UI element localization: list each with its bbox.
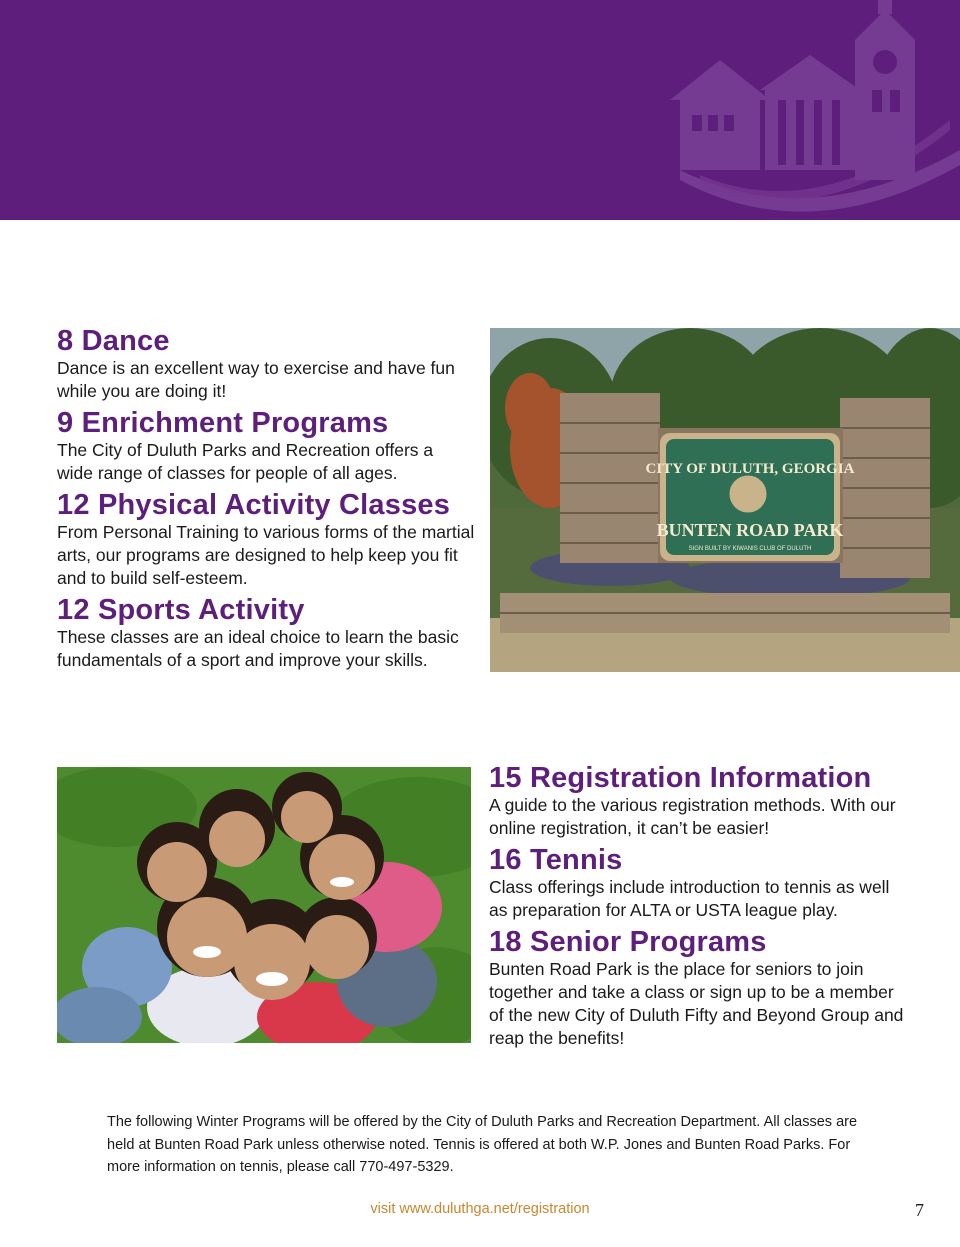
section-registration-information	[489, 762, 909, 840]
section-description: Class offerings include introduction to tennis as well as preparation for ALTA or USTA league play.	[489, 877, 890, 920]
park-sign-line3: SIGN BUILT BY KIWANIS CLUB OF DULUTH	[688, 546, 812, 552]
park-sign-line2: BUNTEN ROAD PARK	[656, 520, 844, 540]
park-sign-line1: CITY OF DULUTH, GEORGIA	[645, 461, 855, 477]
section-heading: 18 Senior Programs	[489, 926, 767, 958]
header-banner	[0, 0, 960, 220]
intro-paragraph: The following Winter Programs will be offered by the City of Duluth Parks and Recreation Department. All classes are held at Bunten Road Park unless otherwise noted. Tennis is offered at both W.P. Jones and Bunten Road Parks. For more information on tennis, please call 770-497-5329.	[107, 1114, 858, 1175]
section-heading: 12 Physical Activity Classes	[57, 489, 451, 521]
section-description: Dance is an excellent way to exercise and have fun while you are doing it!	[57, 358, 455, 401]
section-dance	[57, 325, 477, 403]
registration-link[interactable]: visit www.duluthga.net/registration	[370, 1201, 590, 1217]
section-tennis	[489, 844, 909, 922]
children-photo	[57, 767, 471, 1043]
section-heading: 9 Enrichment Programs	[57, 407, 389, 439]
building-logo-icon	[660, 0, 960, 220]
section-heading: 15 Registration Information	[489, 762, 872, 794]
page-number: 7	[915, 1200, 924, 1220]
section-physical-activity-classes	[57, 489, 477, 590]
section-heading: 12 Sports Activity	[57, 594, 305, 626]
section-sports-activity	[57, 594, 477, 672]
section-description: From Personal Training to various forms of the martial arts, our programs are designed to help keep you fit and to build self-esteem.	[57, 522, 475, 588]
section-heading: 8 Dance	[57, 325, 170, 357]
section-description: These classes are an ideal choice to learn the basic fundamentals of a sport and improve your skills.	[57, 627, 459, 670]
section-heading: 16 Tennis	[489, 844, 623, 876]
section-senior-programs	[489, 926, 909, 1050]
section-enrichment-programs	[57, 407, 457, 485]
section-description: A guide to the various registration methods. With our online registration, it can’t be easier!	[489, 795, 896, 838]
park-sign-photo	[490, 328, 960, 672]
section-description: The City of Duluth Parks and Recreation offers a wide range of classes for people of all ages.	[57, 440, 434, 483]
section-description: Bunten Road Park is the place for seniors to join together and take a class or sign up to be a member of the new City of Duluth Fifty and Beyond Group and reap the benefits!	[489, 959, 904, 1048]
